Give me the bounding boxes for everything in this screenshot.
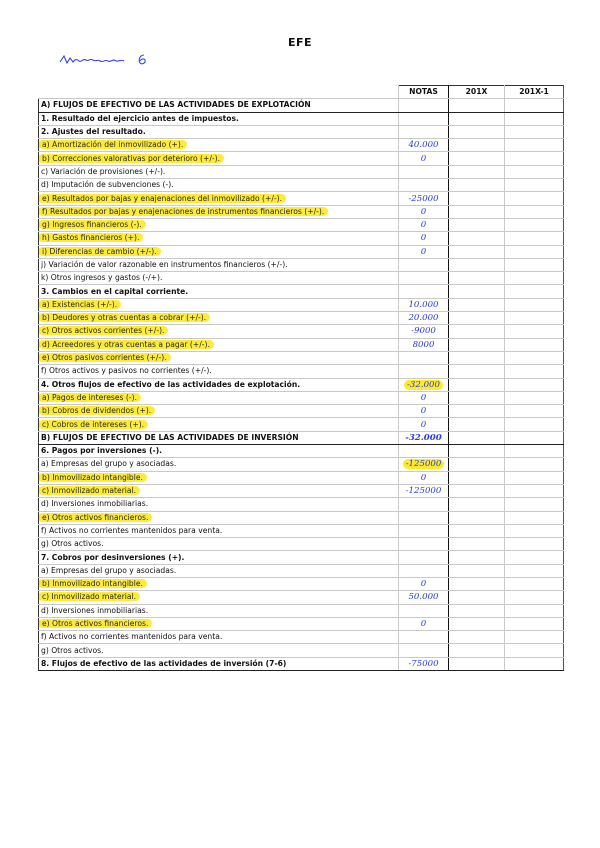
- notas-cell: [399, 112, 449, 125]
- handwritten-value: 10.000: [408, 299, 439, 310]
- table-row: [39, 418, 564, 431]
- notas-cell: [399, 298, 449, 311]
- row-label-cell: [39, 192, 399, 205]
- year-201x-1-cell: [505, 591, 564, 604]
- year-201x-cell: [449, 405, 505, 418]
- table-row: [39, 152, 564, 165]
- year-201x-1-cell: [505, 365, 564, 378]
- row-label-cell: [39, 657, 399, 670]
- row-label-cell: [39, 631, 399, 644]
- row-label-cell: [39, 418, 399, 431]
- row-label: b) Inmovilizado intangible.: [39, 579, 147, 588]
- table-row: [39, 484, 564, 497]
- handwritten-annotation: [58, 50, 168, 68]
- row-label: d) Acreedores y otras cuentas a pagar (+/-).: [39, 340, 214, 349]
- document-title: EFE: [287, 36, 313, 49]
- year-201x-1-cell: [505, 631, 564, 644]
- year-201x-1-cell: [505, 205, 564, 218]
- table-row: [39, 551, 564, 564]
- handwritten-value: 8000: [412, 339, 435, 350]
- row-label: h) Gastos financieros (+).: [39, 233, 144, 242]
- header-notas: NOTAS: [399, 86, 449, 99]
- handwritten-value: -32.000: [404, 380, 443, 390]
- table-row: [39, 99, 564, 112]
- year-201x-1-cell: [505, 418, 564, 431]
- year-201x-1-cell: [505, 112, 564, 125]
- year-201x-1-cell: [505, 218, 564, 231]
- row-label: b) Cobros de dividendos (+).: [39, 406, 156, 415]
- notas-cell: [399, 139, 449, 152]
- table-row: [39, 179, 564, 192]
- row-label: a) Pagos de intereses (-).: [39, 393, 141, 402]
- year-201x-1-cell: [505, 498, 564, 511]
- handwritten-value: 0: [420, 579, 427, 590]
- table-row: [39, 538, 564, 551]
- row-label-cell: [39, 511, 399, 524]
- table-row: [39, 391, 564, 404]
- table-row: [39, 604, 564, 617]
- row-label-cell: [39, 272, 399, 285]
- table-row: [39, 351, 564, 364]
- year-201x-1-cell: [505, 258, 564, 271]
- row-label: e) Otros pasivos corrientes (+/-).: [39, 353, 171, 362]
- year-201x-1-cell: [505, 272, 564, 285]
- row-label: j) Variación de valor razonable en instrumentos financieros (+/-).: [41, 260, 288, 269]
- row-label: c) Inmovilizado material.: [39, 486, 141, 495]
- row-label: g) Ingresos financieros (-).: [39, 220, 146, 229]
- year-201x-1-cell: [505, 484, 564, 497]
- notas-cell: [399, 498, 449, 511]
- table-row: [39, 524, 564, 537]
- year-201x-cell: [449, 631, 505, 644]
- row-label-cell: [39, 285, 399, 298]
- row-label: c) Otros activos corrientes (+/-).: [39, 326, 169, 335]
- row-label-cell: [39, 617, 399, 630]
- row-label-cell: [39, 484, 399, 497]
- table-row: [39, 125, 564, 138]
- year-201x-cell: [449, 351, 505, 364]
- notas-cell: [399, 272, 449, 285]
- row-label-cell: [39, 445, 399, 458]
- year-201x-1-cell: [505, 298, 564, 311]
- efe-table: [38, 85, 564, 671]
- year-201x-cell: [449, 471, 505, 484]
- year-201x-1-cell: [505, 125, 564, 138]
- row-label: f) Resultados por bajas y enajenaciones de instrumentos financieros (+/-).: [39, 207, 329, 216]
- table-row: [39, 112, 564, 125]
- year-201x-1-cell: [505, 378, 564, 391]
- row-label-cell: [39, 498, 399, 511]
- year-201x-cell: [449, 617, 505, 630]
- notas-cell: [399, 312, 449, 325]
- notas-cell: [399, 445, 449, 458]
- notas-cell: [399, 125, 449, 138]
- row-label-cell: [39, 591, 399, 604]
- row-label: i) Diferencias de cambio (+/-).: [39, 247, 161, 256]
- notas-cell: [399, 511, 449, 524]
- notas-cell: [399, 351, 449, 364]
- year-201x-1-cell: [505, 644, 564, 657]
- row-label: b) Deudores y otras cuentas a cobrar (+/-).: [39, 313, 211, 322]
- row-label: 1. Resultado del ejercicio antes de impuestos.: [41, 113, 239, 123]
- table-row: [39, 298, 564, 311]
- year-201x-1-cell: [505, 165, 564, 178]
- table-row: [39, 232, 564, 245]
- year-201x-1-cell: [505, 538, 564, 551]
- row-label-cell: [39, 258, 399, 271]
- row-label: g) Otros activos.: [41, 539, 104, 549]
- year-201x-1-cell: [505, 405, 564, 418]
- year-201x-1-cell: [505, 511, 564, 524]
- row-label-cell: [39, 378, 399, 391]
- notas-cell: [399, 604, 449, 617]
- year-201x-cell: [449, 458, 505, 471]
- year-201x-cell: [449, 365, 505, 378]
- table-row: [39, 218, 564, 231]
- row-label: f) Activos no corrientes mantenidos para venta.: [41, 525, 223, 535]
- row-label: d) Imputación de subvenciones (-).: [41, 180, 174, 190]
- notas-cell: [399, 431, 449, 444]
- year-201x-1-cell: [505, 152, 564, 165]
- year-201x-1-cell: [505, 524, 564, 537]
- row-label: e) Resultados por bajas y enajenaciones del inmovilizado (+/-).: [39, 194, 287, 203]
- year-201x-cell: [449, 298, 505, 311]
- handwritten-value: -25000: [408, 193, 439, 204]
- row-label-cell: [39, 112, 399, 125]
- notas-cell: [399, 205, 449, 218]
- year-201x-cell: [449, 538, 505, 551]
- year-201x-cell: [449, 551, 505, 564]
- table-row: [39, 617, 564, 630]
- row-label-cell: [39, 351, 399, 364]
- handwritten-value: 0: [420, 206, 427, 217]
- year-201x-cell: [449, 418, 505, 431]
- table-row: [39, 139, 564, 152]
- notas-cell: [399, 325, 449, 338]
- row-label: c) Cobros de intereses (+).: [39, 420, 149, 429]
- handwritten-value: 0: [420, 220, 427, 231]
- row-label-cell: [39, 298, 399, 311]
- row-label-cell: [39, 564, 399, 577]
- year-201x-cell: [449, 604, 505, 617]
- year-201x-cell: [449, 657, 505, 670]
- row-label-cell: [39, 538, 399, 551]
- table-row: [39, 405, 564, 418]
- table-row: [39, 192, 564, 205]
- year-201x-cell: [449, 312, 505, 325]
- table-row: [39, 245, 564, 258]
- year-201x-1-cell: [505, 179, 564, 192]
- year-201x-1-cell: [505, 458, 564, 471]
- notas-cell: [399, 591, 449, 604]
- year-201x-cell: [449, 272, 505, 285]
- year-201x-cell: [449, 165, 505, 178]
- notas-cell: [399, 484, 449, 497]
- row-label-cell: [39, 365, 399, 378]
- handwritten-value: 0: [420, 619, 427, 630]
- row-label: A) FLUJOS DE EFECTIVO DE LAS ACTIVIDADES DE EXPLOTACIÓN: [41, 100, 311, 110]
- row-label: 3. Cambios en el capital corriente.: [41, 286, 189, 296]
- notas-cell: [399, 165, 449, 178]
- row-label: a) Amortización del inmovilizado (+).: [39, 140, 188, 149]
- notas-cell: [399, 405, 449, 418]
- year-201x-1-cell: [505, 391, 564, 404]
- row-label-cell: [39, 458, 399, 471]
- table-row: [39, 498, 564, 511]
- notas-cell: [399, 551, 449, 564]
- table-row: [39, 445, 564, 458]
- row-label: c) Variación de provisiones (+/-).: [41, 166, 166, 176]
- year-201x-cell: [449, 112, 505, 125]
- notas-cell: [399, 218, 449, 231]
- notas-cell: [399, 99, 449, 112]
- year-201x-cell: [449, 391, 505, 404]
- year-201x-cell: [449, 179, 505, 192]
- row-label-cell: [39, 405, 399, 418]
- year-201x-1-cell: [505, 445, 564, 458]
- table-row: [39, 272, 564, 285]
- year-201x-1-cell: [505, 657, 564, 670]
- handwritten-value: 50.000: [408, 592, 439, 603]
- year-201x-1-cell: [505, 471, 564, 484]
- year-201x-cell: [449, 511, 505, 524]
- row-label: e) Otros activos financieros.: [39, 513, 153, 522]
- notas-cell: [399, 232, 449, 245]
- row-label: 2. Ajustes del resultado.: [41, 127, 146, 137]
- year-201x-cell: [449, 232, 505, 245]
- year-201x-cell: [449, 245, 505, 258]
- notas-cell: [399, 471, 449, 484]
- header-201x-1: 201X-1: [505, 86, 564, 99]
- row-label: 7. Cobros por desinversiones (+).: [41, 552, 185, 562]
- notas-cell: [399, 564, 449, 577]
- table-row: [39, 471, 564, 484]
- row-label-cell: [39, 125, 399, 138]
- year-201x-1-cell: [505, 617, 564, 630]
- table-row: [39, 205, 564, 218]
- row-label: e) Otros activos financieros.: [39, 619, 153, 628]
- row-label: b) Correcciones valorativas por deterioro (+/-).: [39, 154, 225, 163]
- table-row: [39, 591, 564, 604]
- row-label-cell: [39, 139, 399, 152]
- year-201x-cell: [449, 524, 505, 537]
- row-label: d) Inversiones inmobiliarias.: [41, 499, 149, 509]
- table-row: [39, 338, 564, 351]
- table-row: [39, 365, 564, 378]
- year-201x-cell: [449, 152, 505, 165]
- year-201x-1-cell: [505, 232, 564, 245]
- row-label: f) Otros activos y pasivos no corrientes (+/-).: [41, 366, 212, 376]
- notas-cell: [399, 285, 449, 298]
- handwritten-value: 20.000: [408, 313, 439, 324]
- header-label-cell: [39, 86, 399, 99]
- table-row: [39, 631, 564, 644]
- year-201x-cell: [449, 258, 505, 271]
- year-201x-1-cell: [505, 99, 564, 112]
- table-row: [39, 378, 564, 391]
- notas-cell: [399, 524, 449, 537]
- row-label-cell: [39, 391, 399, 404]
- table-row: [39, 644, 564, 657]
- handwritten-value: 0: [420, 419, 427, 430]
- row-label: 8. Flujos de efectivo de las actividades de inversión (7-6): [41, 658, 287, 668]
- year-201x-1-cell: [505, 139, 564, 152]
- row-label-cell: [39, 232, 399, 245]
- row-label: b) Inmovilizado intangible.: [39, 473, 147, 482]
- row-label-cell: [39, 338, 399, 351]
- notas-cell: [399, 365, 449, 378]
- row-label-cell: [39, 152, 399, 165]
- notas-cell: [399, 644, 449, 657]
- row-label-cell: [39, 179, 399, 192]
- row-label-cell: [39, 312, 399, 325]
- handwritten-value: 40.000: [408, 140, 439, 151]
- year-201x-1-cell: [505, 577, 564, 590]
- year-201x-1-cell: [505, 245, 564, 258]
- notas-cell: [399, 245, 449, 258]
- row-label: k) Otros ingresos y gastos (-/+).: [41, 273, 163, 283]
- row-label-cell: [39, 245, 399, 258]
- notas-cell: [399, 378, 449, 391]
- year-201x-cell: [449, 378, 505, 391]
- year-201x-cell: [449, 325, 505, 338]
- handwritten-value: 0: [420, 406, 427, 417]
- row-label: 6. Pagos por inversiones (-).: [41, 446, 163, 456]
- year-201x-cell: [449, 218, 505, 231]
- notas-cell: [399, 538, 449, 551]
- notas-cell: [399, 179, 449, 192]
- row-label: B) FLUJOS DE EFECTIVO DE LAS ACTIVIDADES DE INVERSIÓN: [41, 432, 299, 442]
- notas-cell: [399, 617, 449, 630]
- year-201x-cell: [449, 125, 505, 138]
- handwritten-value: 0: [420, 246, 427, 257]
- table-row: [39, 165, 564, 178]
- row-label-cell: [39, 577, 399, 590]
- row-label-cell: [39, 431, 399, 444]
- notas-cell: [399, 338, 449, 351]
- year-201x-1-cell: [505, 604, 564, 617]
- year-201x-cell: [449, 139, 505, 152]
- year-201x-1-cell: [505, 431, 564, 444]
- handwritten-value: -9000: [411, 326, 436, 337]
- row-label: 4. Otros flujos de efectivo de las actividades de explotación.: [41, 379, 301, 389]
- notas-cell: [399, 458, 449, 471]
- handwritten-value: 0: [420, 233, 427, 244]
- year-201x-1-cell: [505, 192, 564, 205]
- table-row: [39, 258, 564, 271]
- row-label-cell: [39, 99, 399, 112]
- table-row: [39, 285, 564, 298]
- handwritten-value: 0: [420, 153, 427, 164]
- row-label-cell: [39, 325, 399, 338]
- year-201x-cell: [449, 205, 505, 218]
- row-label: f) Activos no corrientes mantenidos para venta.: [41, 632, 223, 642]
- handwritten-value: 0: [420, 392, 427, 403]
- notas-cell: [399, 631, 449, 644]
- notas-cell: [399, 577, 449, 590]
- header-201x: 201X: [449, 86, 505, 99]
- row-label-cell: [39, 604, 399, 617]
- year-201x-cell: [449, 498, 505, 511]
- year-201x-cell: [449, 577, 505, 590]
- notas-cell: [399, 418, 449, 431]
- table-row: [39, 577, 564, 590]
- year-201x-cell: [449, 431, 505, 444]
- year-201x-1-cell: [505, 564, 564, 577]
- year-201x-cell: [449, 564, 505, 577]
- year-201x-1-cell: [505, 312, 564, 325]
- table-row: [39, 564, 564, 577]
- year-201x-1-cell: [505, 325, 564, 338]
- year-201x-cell: [449, 99, 505, 112]
- row-label-cell: [39, 551, 399, 564]
- handwritten-value: -75000: [408, 658, 439, 669]
- year-201x-cell: [449, 644, 505, 657]
- row-label-cell: [39, 165, 399, 178]
- handwritten-value: -125000: [403, 459, 445, 469]
- row-label: a) Existencias (+/-).: [39, 300, 122, 309]
- row-label: g) Otros activos.: [41, 645, 104, 655]
- year-201x-1-cell: [505, 338, 564, 351]
- row-label-cell: [39, 218, 399, 231]
- handwritten-value: 0: [420, 472, 427, 483]
- year-201x-1-cell: [505, 351, 564, 364]
- table-row: [39, 312, 564, 325]
- year-201x-1-cell: [505, 285, 564, 298]
- notas-cell: [399, 258, 449, 271]
- row-label-cell: [39, 524, 399, 537]
- table-row: [39, 511, 564, 524]
- table-header-row: [39, 86, 564, 99]
- year-201x-cell: [449, 591, 505, 604]
- year-201x-cell: [449, 285, 505, 298]
- table-row: [39, 431, 564, 444]
- row-label-cell: [39, 205, 399, 218]
- row-label: c) Inmovilizado material.: [39, 592, 141, 601]
- year-201x-cell: [449, 338, 505, 351]
- handwritten-value: -32.000: [405, 432, 442, 443]
- table-row: [39, 657, 564, 670]
- notas-cell: [399, 192, 449, 205]
- year-201x-cell: [449, 484, 505, 497]
- row-label: a) Empresas del grupo y asociadas.: [41, 459, 177, 469]
- table-row: [39, 458, 564, 471]
- notas-cell: [399, 152, 449, 165]
- year-201x-cell: [449, 445, 505, 458]
- table-row: [39, 325, 564, 338]
- notas-cell: [399, 657, 449, 670]
- year-201x-cell: [449, 192, 505, 205]
- notas-cell: [399, 391, 449, 404]
- row-label-cell: [39, 644, 399, 657]
- year-201x-1-cell: [505, 551, 564, 564]
- handwritten-value: -125000: [405, 486, 442, 497]
- row-label: d) Inversiones inmobiliarias.: [41, 605, 149, 615]
- row-label: a) Empresas del grupo y asociadas.: [41, 565, 177, 575]
- row-label-cell: [39, 471, 399, 484]
